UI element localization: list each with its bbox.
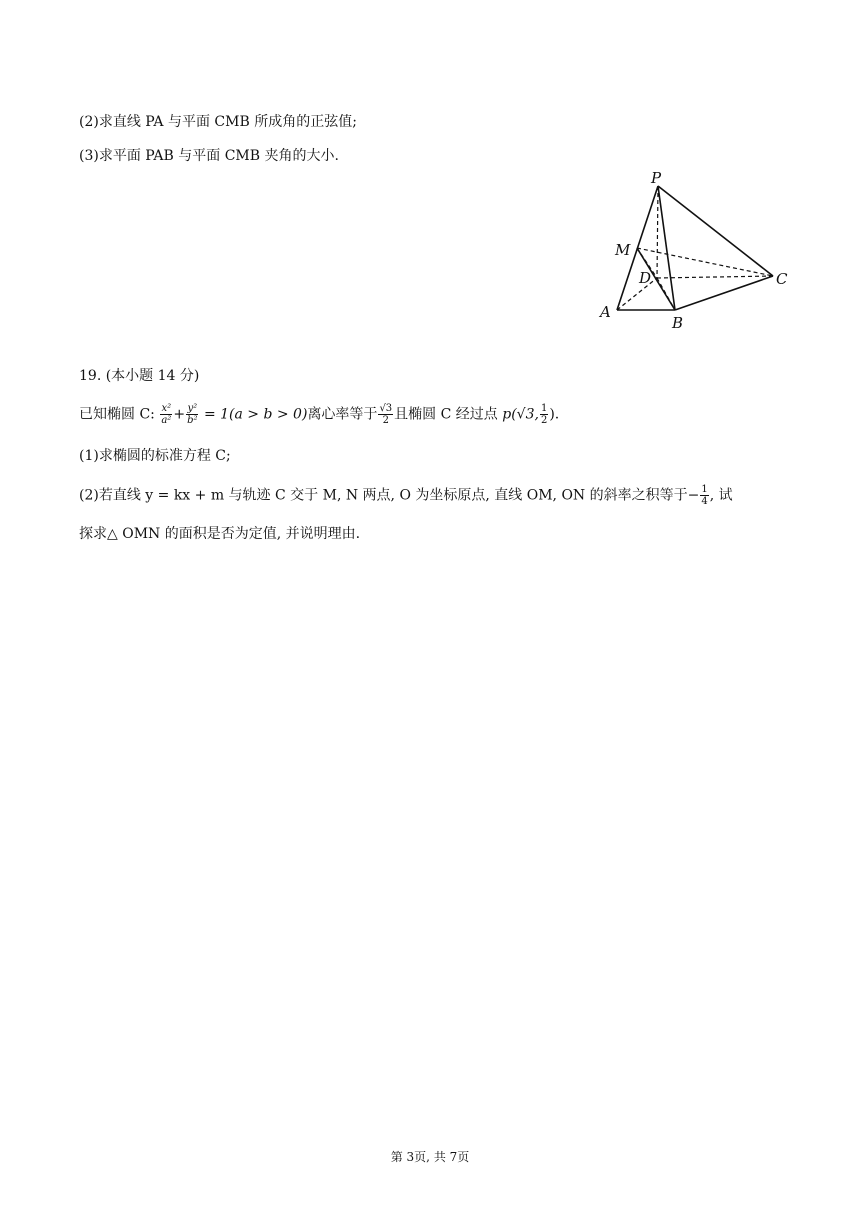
q19-part2-line2: 探求△ OMN 的面积是否为定值, 并说明理由.: [79, 526, 361, 542]
edge-PD: [657, 186, 658, 278]
part2-post: , 试: [709, 487, 733, 504]
fraction-y: $\frac{\text{y²}}{\text{b²}}$: [187, 403, 198, 426]
q19-part2: [79, 484, 733, 507]
q19-intro: 已知椭圆 C: $\frac{\text{x²}}{\text{a²}}$ + $\frac{\text{y²}}{\text{b²}}$ = 1(a > b > 0)离心率等于 $\frac{√3}{2}$ 且椭圆 C 经过点 p(√3, $\frac{1}{2}$ ).: [79, 403, 560, 426]
q19-header: 19. (本小题 14 分): [79, 368, 200, 384]
part2-pre: (2)若直线 y = kx + m 与轨迹 C 交于 M, N 两点, O 为坐标原点, 直线 OM, ON 的斜率之积等于−: [79, 487, 700, 504]
point-pre: p(√3,: [502, 406, 539, 423]
edge-PB: [658, 186, 675, 310]
label-D: D: [639, 269, 652, 287]
label-M: M: [615, 241, 631, 259]
fraction-quarter: $\frac{1}{4}$: [701, 484, 708, 507]
page-footer: 第 3页, 共 7页: [390, 1150, 470, 1164]
q18-part2: (2)求直线 PA 与平面 CMB 所成角的正弦值;: [79, 114, 357, 130]
eq-rest: = 1(a > b > 0): [203, 406, 308, 423]
label-A: A: [600, 303, 611, 321]
q18-part3: (3)求平面 PAB 与平面 CMB 夹角的大小.: [79, 148, 339, 164]
intro-pre: 已知椭圆 C:: [79, 406, 155, 423]
label-P: P: [651, 169, 662, 187]
q19-part1: (1)求椭圆的标准方程 C;: [79, 448, 231, 464]
fraction-ecc: $\frac{√3}{2}$: [379, 403, 393, 426]
label-B: B: [672, 314, 684, 332]
label-C: C: [776, 270, 788, 288]
edge-PC: [658, 186, 773, 276]
fraction-x: $\frac{\text{x²}}{\text{a²}}$: [161, 403, 172, 426]
pyramid-figure: [595, 166, 795, 336]
pass-text: 且椭圆 C 经过点: [394, 406, 498, 423]
edge-BC: [675, 276, 773, 310]
point-post: ).: [549, 406, 560, 423]
edge-DC: [657, 276, 773, 278]
ecc-text: 离心率等于: [307, 406, 378, 423]
fraction-point: $\frac{1}{2}$: [540, 403, 548, 426]
